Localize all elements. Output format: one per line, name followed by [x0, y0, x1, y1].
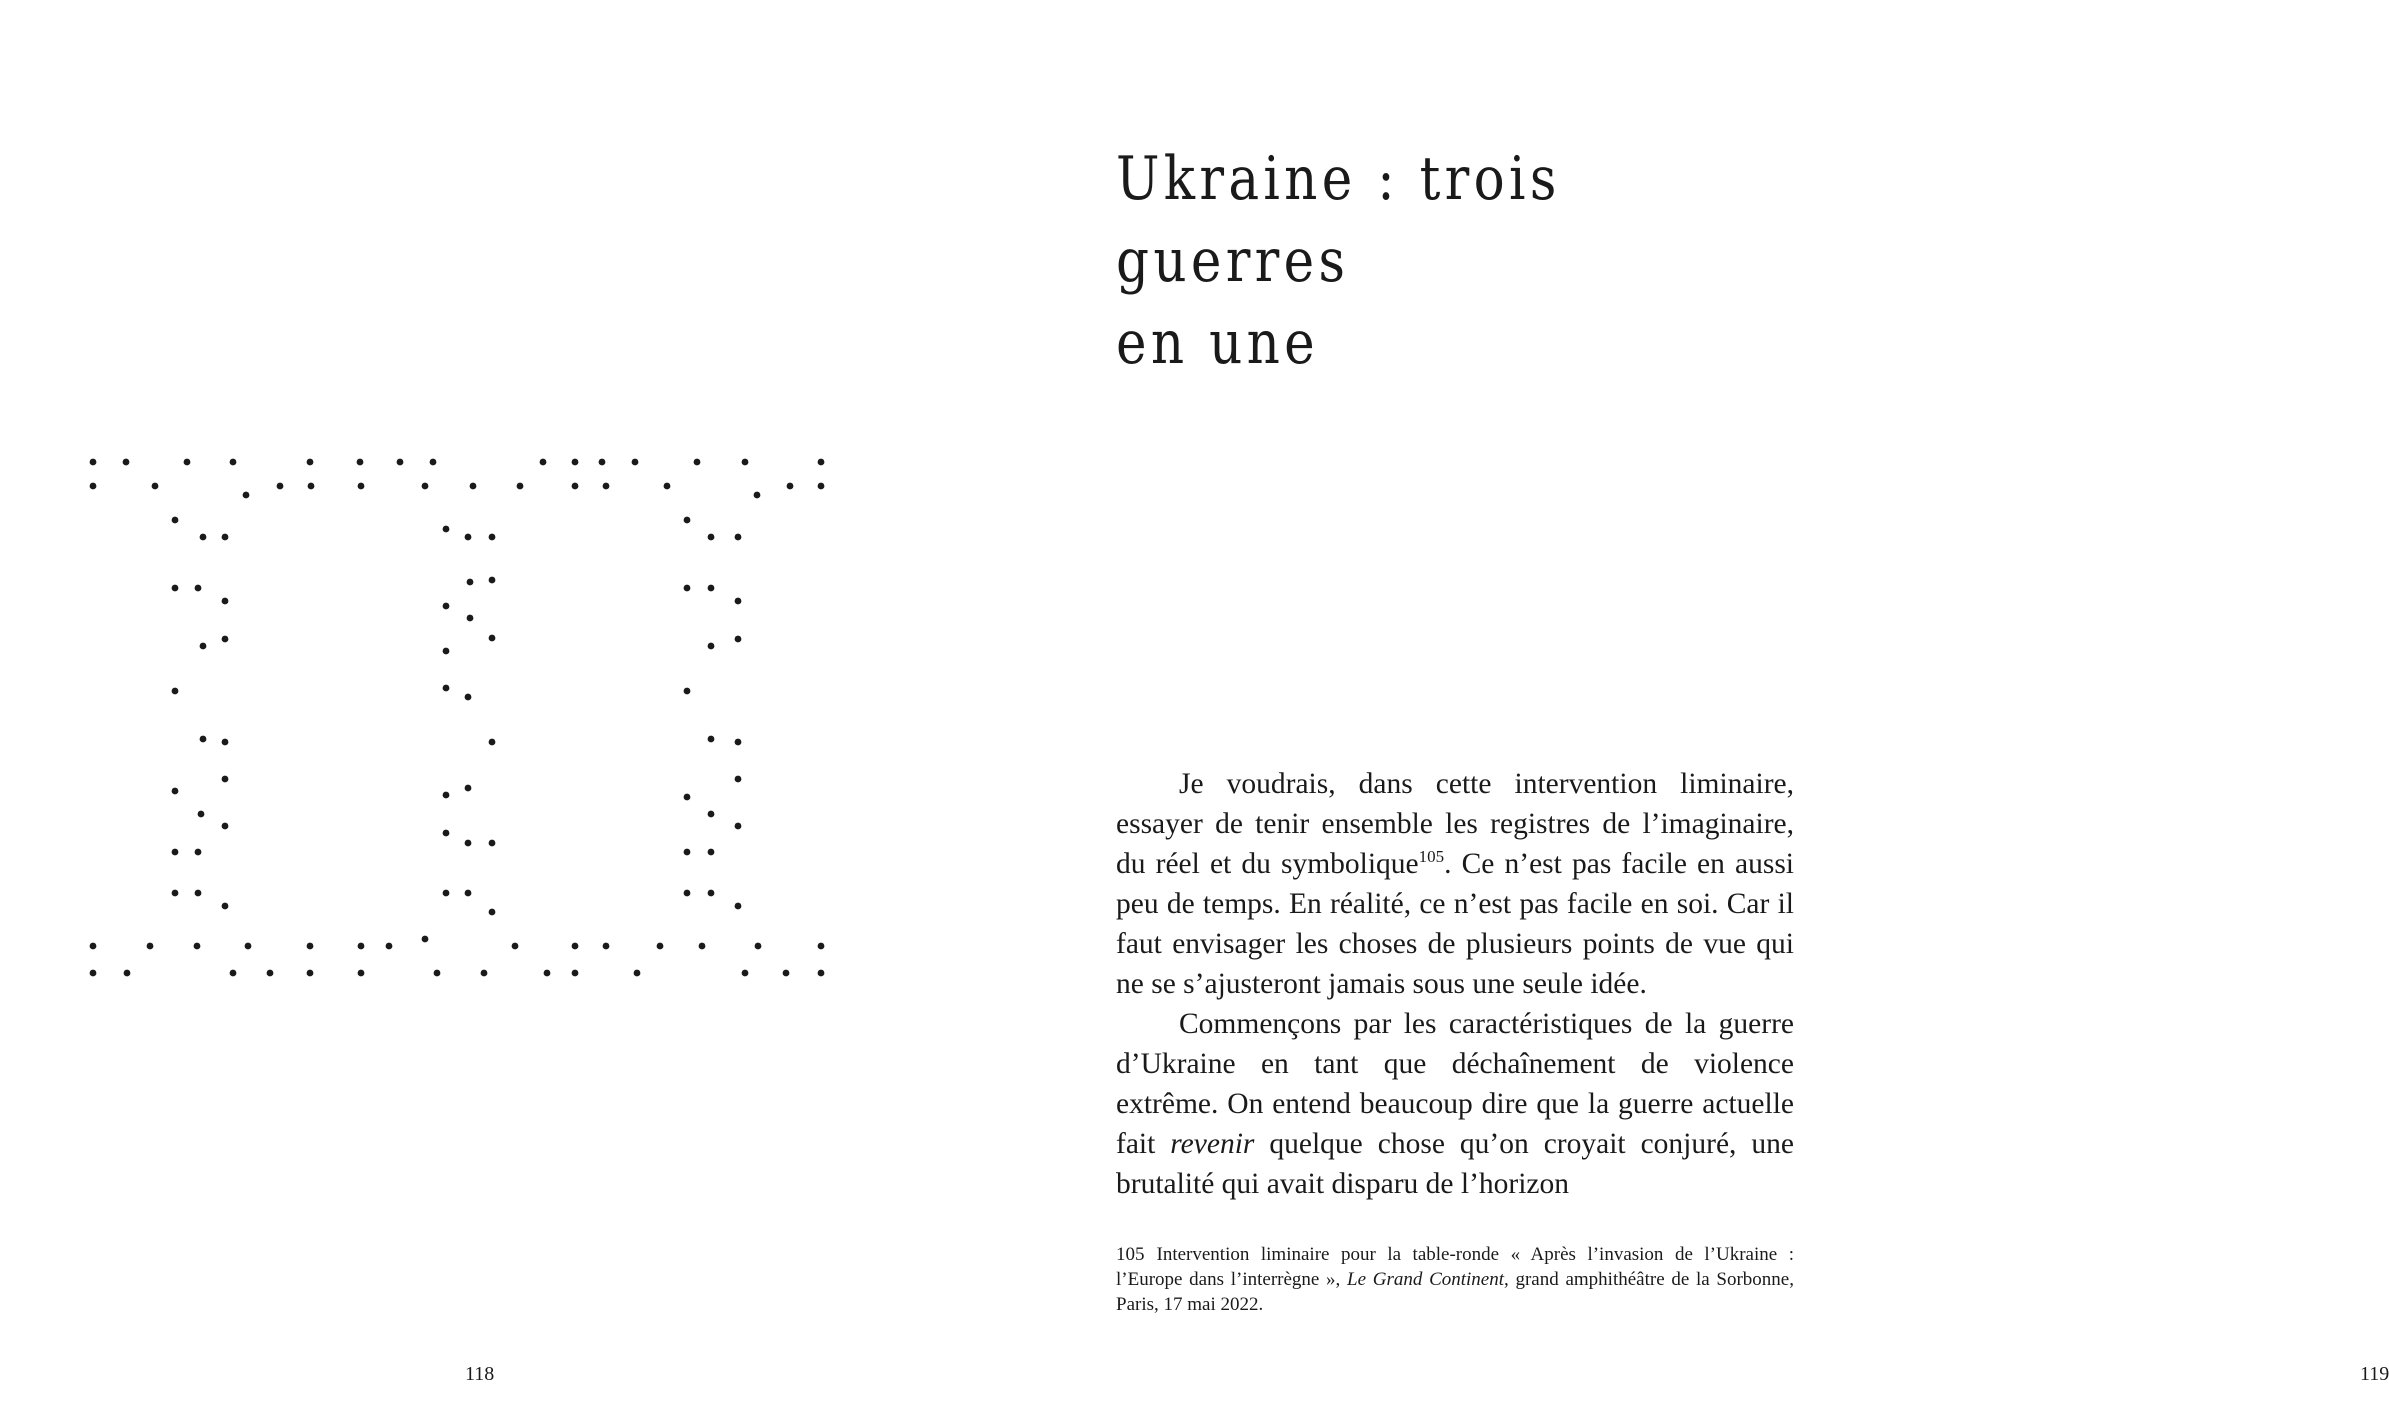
ornament-dot — [735, 776, 742, 783]
ornament-dot — [735, 823, 742, 830]
page-number-right: 119 — [2360, 1363, 2389, 1385]
chapter-title — [1116, 138, 1735, 384]
ornament-dot — [200, 643, 207, 650]
ornament-dot — [735, 636, 742, 643]
ornament-dot — [443, 830, 450, 837]
ornament-dot — [708, 643, 715, 650]
footnote — [1116, 1242, 1794, 1317]
paragraph-2-text-start: Commençons par les caractéristiques de la guerre d’Ukraine en tant que déchaînement de violence extrême. On entend beaucoup dire que la guerre actuelle fait — [1116, 1008, 1794, 1160]
ornament-dot — [222, 823, 229, 830]
paragraph-2 — [1116, 1004, 1794, 1204]
ornament-dot — [754, 492, 761, 499]
ornament-dot — [540, 459, 547, 466]
ornament-dot — [684, 890, 691, 897]
ornament-dot — [222, 598, 229, 605]
ornament-dot — [307, 459, 314, 466]
ornament-dot — [489, 840, 496, 847]
ornament-dot — [277, 483, 284, 490]
ornament-dot — [172, 688, 179, 695]
ornament-dot — [708, 736, 715, 743]
ornament-dot — [708, 585, 715, 592]
ornament-dot — [222, 776, 229, 783]
ornament-dot — [443, 526, 450, 533]
ornament-dot — [465, 890, 472, 897]
ornament-dot — [684, 688, 691, 695]
ornament-dot — [708, 890, 715, 897]
ornament-dot — [544, 970, 551, 977]
paragraph-1 — [1116, 764, 1794, 1004]
ornament-dot — [470, 483, 477, 490]
footnote-text-end: , grand amphithéâtre de la Sorbonne, Paris, 17 mai 2022. — [1116, 1269, 1794, 1315]
ornament-dot — [465, 785, 472, 792]
ornament-dot — [694, 459, 701, 466]
ornament-dot — [195, 849, 202, 856]
ornament-dot — [422, 483, 429, 490]
ornament-dot — [230, 970, 237, 977]
ornament-dot — [787, 483, 794, 490]
ornament-dot — [735, 903, 742, 910]
ornament-dot — [172, 890, 179, 897]
ornament-dot — [603, 943, 610, 950]
ornament-dot — [222, 534, 229, 541]
ornament-dot — [194, 943, 201, 950]
page-number-left: 118 — [465, 1363, 495, 1385]
ornament-dot — [465, 840, 472, 847]
ornament-dot — [684, 517, 691, 524]
ornament-dot — [818, 970, 825, 977]
chapter-title-line-2: en une — [1116, 308, 1319, 378]
ornament-dot — [699, 943, 706, 950]
ornament-dot — [708, 849, 715, 856]
ornament-dot — [386, 943, 393, 950]
ornament-dot — [243, 492, 250, 499]
ornament-dot — [465, 534, 472, 541]
ornament-dot — [222, 739, 229, 746]
ornament-dot — [308, 483, 315, 490]
ornament-dot — [184, 459, 191, 466]
paragraph-1-text-start: Je voudrais, dans cette intervention liminaire, essayer de tenir ensemble les registres de l’imaginaire, du réel et du symbolique — [1116, 768, 1794, 880]
ornament-dot — [684, 585, 691, 592]
ornament-dot — [172, 517, 179, 524]
ornament-dot — [818, 459, 825, 466]
ornament-dot — [755, 943, 762, 950]
ornament-dot — [230, 459, 237, 466]
ornament-dot — [198, 811, 205, 818]
dotted-roman-numeral-three-ornament — [0, 0, 944, 1100]
ornament-dot — [467, 615, 474, 622]
ornament-dot — [195, 890, 202, 897]
ornament-dot — [742, 970, 749, 977]
ornament-dot — [632, 459, 639, 466]
ornament-dot — [603, 483, 610, 490]
ornament-dot — [818, 483, 825, 490]
ornament-dot — [572, 943, 579, 950]
ornament-dot — [735, 598, 742, 605]
footnote-italic-title: Le Grand Continent — [1347, 1269, 1505, 1290]
ornament-dot — [152, 483, 159, 490]
ornament-dot — [443, 685, 450, 692]
ornament-dot — [195, 585, 202, 592]
ornament-dot — [735, 534, 742, 541]
footnote-reference: 105 — [1418, 847, 1445, 867]
ornament-dot — [684, 794, 691, 801]
ornament-dot — [572, 970, 579, 977]
ornament-dot — [90, 943, 97, 950]
ornament-dot — [172, 788, 179, 795]
ornament-dot — [307, 970, 314, 977]
ornament-dot — [443, 890, 450, 897]
ornament-dot — [200, 736, 207, 743]
footnote-text-start: Intervention liminaire pour la table-ronde « Après l’invasion de l’Ukraine : l’Europe dans l’interrègne », — [1116, 1244, 1794, 1290]
ornament-dot — [467, 579, 474, 586]
ornament-dot — [489, 635, 496, 642]
ornament-dot — [307, 943, 314, 950]
ornament-dot — [783, 970, 790, 977]
ornament-dot — [245, 943, 252, 950]
ornament-dot — [489, 534, 496, 541]
body-text — [1116, 764, 1794, 1204]
ornament-dot — [481, 970, 488, 977]
ornament-dot — [357, 459, 364, 466]
ornament-dot — [358, 483, 365, 490]
ornament-dot — [708, 534, 715, 541]
ornament-dot — [222, 903, 229, 910]
ornament-dot — [124, 970, 131, 977]
ornament-dot — [489, 577, 496, 584]
ornament-dot — [172, 585, 179, 592]
ornament-dot — [465, 694, 472, 701]
ornament-dot — [267, 970, 274, 977]
ornament-dot — [200, 534, 207, 541]
ornament-dot — [222, 636, 229, 643]
paragraph-1-text-end: . Ce n’est pas facile en aussi peu de temps. En réalité, ce n’est pas facile en soi. Car il faut envisager les choses de plusieurs points de vue qui ne se s’ajusteront jamais sous une seule idée. — [1116, 848, 1794, 1000]
ornament-dot — [422, 936, 429, 943]
ornament-dot — [657, 943, 664, 950]
left-page — [0, 0, 944, 1417]
ornament-dot — [90, 483, 97, 490]
ornament-dot — [818, 943, 825, 950]
ornament-dot — [599, 459, 606, 466]
ornament-dot — [512, 943, 519, 950]
ornament-dot — [443, 603, 450, 610]
ornament-dot — [735, 739, 742, 746]
ornament-dot — [489, 739, 496, 746]
ornament-dot — [90, 970, 97, 977]
ornament-dot — [443, 792, 450, 799]
ornament-dot — [434, 970, 441, 977]
ornament-dot — [708, 811, 715, 818]
paragraph-2-text-end: quelque chose qu’on croyait conjuré, une brutalité qui avait disparu de l’horizon — [1116, 1128, 1794, 1200]
ornament-dot — [489, 909, 496, 916]
chapter-title-line-1: Ukraine : trois guerres — [1116, 144, 1561, 296]
ornament-dot — [358, 970, 365, 977]
ornament-dot — [572, 483, 579, 490]
ornament-dot — [397, 459, 404, 466]
right-page — [944, 0, 2389, 1417]
ornament-dot — [358, 943, 365, 950]
ornament-dot — [664, 483, 671, 490]
ornament-dot — [90, 459, 97, 466]
ornament-dot — [430, 459, 437, 466]
ornament-dot — [634, 970, 641, 977]
ornament-dot — [517, 483, 524, 490]
paragraph-2-italic-word: revenir — [1170, 1128, 1255, 1160]
ornament-dot — [172, 849, 179, 856]
ornament-dot — [684, 849, 691, 856]
ornament-dot — [147, 943, 154, 950]
ornament-dot — [572, 459, 579, 466]
ornament-dot — [123, 459, 130, 466]
ornament-dot — [443, 648, 450, 655]
ornament-dot — [742, 459, 749, 466]
footnote-number: 105 — [1116, 1244, 1145, 1265]
